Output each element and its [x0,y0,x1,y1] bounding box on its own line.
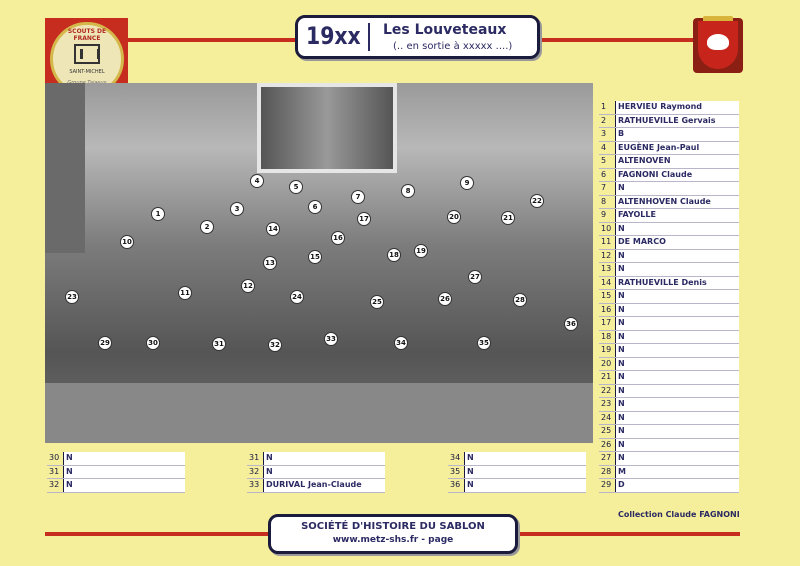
photo-number-marker: 27 [468,270,482,284]
name-row-name: RATHUEVILLE Denis [618,277,707,287]
name-row-number: 24 [599,412,616,425]
name-row-name: B [618,129,625,138]
name-row [599,331,739,345]
photo-number-marker: 4 [250,174,264,188]
name-row [599,250,739,264]
name-row-name: N [467,453,474,462]
name-row-number: 2 [599,115,616,128]
photo-number-marker: 18 [387,248,401,262]
name-row-name: N [618,399,625,408]
name-row [448,466,586,480]
name-row-name: N [618,264,625,273]
photo-number-marker: 9 [460,176,474,190]
name-row-name: N [618,331,625,341]
name-row [599,358,739,372]
name-row-number: 7 [599,182,616,195]
name-row-name: N [66,466,73,476]
name-row-number: 4 [599,142,616,155]
photo-number-marker: 29 [98,336,112,350]
name-row [47,452,185,466]
top-right-rule [540,38,693,42]
name-row [599,236,739,250]
name-row-name: M [618,466,626,476]
names-list-bottom-3 [448,452,586,493]
name-row [599,223,739,237]
name-row [599,304,739,318]
name-row-name: N [618,453,625,462]
year-label: 19xx [306,22,361,50]
photo-number-marker: 32 [268,338,282,352]
name-row-number: 22 [599,385,616,398]
photo-number-marker: 16 [331,231,345,245]
name-row-name: N [618,250,625,260]
name-row-name: FAYOLLE [618,210,656,219]
name-row [599,196,739,210]
name-row-number: 32 [247,466,264,479]
name-row-number: 3 [599,128,616,141]
name-row-number: 16 [599,304,616,317]
bottom-left-rule [45,532,268,536]
photo-number-marker: 31 [212,337,226,351]
name-row [247,479,385,493]
page-title: Les Louveteaux [383,22,507,38]
name-row-number: 15 [599,290,616,303]
photo-number-marker: 10 [120,235,134,249]
name-row-name: N [266,453,273,462]
name-row [47,466,185,480]
photo-window [257,83,397,173]
name-row [247,452,385,466]
name-row-number: 17 [599,317,616,330]
name-row-name: RATHUEVILLE Gervais [618,115,716,125]
names-list-right [599,101,739,493]
footer-website-link[interactable]: www.metz-shs.fr - page [332,535,454,545]
name-row [599,263,739,277]
name-row-number: 12 [599,250,616,263]
names-list-bottom-1 [47,452,185,493]
group-photo [45,83,593,443]
title-divider [368,23,370,51]
name-row [599,182,739,196]
photo-number-marker: 28 [513,293,527,307]
name-row [599,371,739,385]
name-row-name: N [618,385,625,395]
name-row-name: N [618,183,625,192]
name-row-name: N [467,466,474,476]
name-row-number: 23 [599,398,616,411]
name-row-number: 14 [599,277,616,290]
name-row-number: 8 [599,196,616,209]
photo-number-marker: 13 [263,256,277,270]
name-row-number: 9 [599,209,616,222]
collection-credit: Collection Claude FAGNONI [618,510,740,519]
name-row-name: N [66,453,73,462]
photo-number-marker: 20 [447,210,461,224]
photo-number-marker: 24 [290,290,304,304]
photo-number-marker: 33 [324,332,338,346]
photo-number-marker: 26 [438,292,452,306]
name-row-name: HERVIEU Raymond [618,102,703,111]
name-row-number: 27 [599,452,616,465]
name-row-name: ALTENOVEN [618,156,671,165]
name-row [599,439,739,453]
photo-number-marker: 5 [289,180,303,194]
top-left-rule [128,38,295,42]
photo-ground [45,383,593,443]
photo-number-marker: 23 [65,290,79,304]
photo-number-marker: 19 [414,244,428,258]
name-row-number: 33 [247,479,264,492]
photo-number-marker: 15 [308,250,322,264]
name-row-number: 6 [599,169,616,182]
name-row-name: DE MARCO [618,237,666,246]
name-row [599,479,739,493]
name-row [448,479,586,493]
photo-number-marker: 34 [394,336,408,350]
photo-number-marker: 21 [501,211,515,225]
name-row-number: 31 [247,452,264,465]
name-row-number: 30 [47,452,64,465]
photo-number-marker: 2 [200,220,214,234]
name-row-name: DURIVAL Jean-Claude [266,480,362,489]
photo-number-marker: 17 [357,212,371,226]
name-row-number: 18 [599,331,616,344]
name-row [599,452,739,466]
name-row [47,479,185,493]
name-row-name: FAGNONI Claude [618,169,693,179]
name-row [599,412,739,426]
name-row-number: 32 [47,479,64,492]
name-row-number: 13 [599,263,616,276]
bottom-right-rule [518,532,740,536]
name-row-name: N [618,304,625,314]
photo-number-marker: 6 [308,200,322,214]
photo-number-marker: 11 [178,286,192,300]
name-row [599,115,739,129]
photo-number-marker: 30 [146,336,160,350]
name-row-number: 11 [599,236,616,249]
name-row-number: 35 [448,466,465,479]
photo-number-marker: 25 [370,295,384,309]
name-row-number: 19 [599,344,616,357]
name-row [599,317,739,331]
name-row-name: N [618,372,625,381]
name-row [599,398,739,412]
name-row [599,128,739,142]
name-row-number: 5 [599,155,616,168]
name-row-number: 36 [448,479,465,492]
name-row-number: 20 [599,358,616,371]
title-box [295,15,540,59]
name-row-number: 28 [599,466,616,479]
name-row-number: 25 [599,425,616,438]
name-row-name: N [618,426,625,435]
name-row-number: 1 [599,101,616,114]
photo-number-marker: 3 [230,202,244,216]
photo-number-marker: 12 [241,279,255,293]
footer-box [268,514,518,554]
name-row-name: N [618,412,625,422]
name-row-name: N [618,358,625,368]
name-row [247,466,385,480]
name-row-name: N [66,480,73,489]
name-row [599,290,739,304]
name-row [448,452,586,466]
name-row-name: D [618,480,625,489]
name-row [599,466,739,480]
names-list-bottom-2 [247,452,385,493]
page-subtitle: (.. en sortie à xxxxx ....) [393,41,513,52]
photo-number-marker: 35 [477,336,491,350]
photo-number-marker: 8 [401,184,415,198]
scouts-emblem-icon [74,44,100,64]
name-row-name: N [266,466,273,476]
photo-number-marker: 36 [564,317,578,331]
name-row [599,277,739,291]
name-row-name: N [618,291,625,300]
name-row-number: 34 [448,452,465,465]
logo-top-text: SCOUTS DE FRANCE [67,28,107,42]
logo-mid-text: SAINT-MICHEL [69,69,105,75]
footer-society: SOCIÉTÉ D'HISTOIRE DU SABLON [301,521,485,532]
name-row [599,169,739,183]
photo-number-marker: 1 [151,207,165,221]
name-row-name: N [618,223,625,233]
photo-number-marker: 22 [530,194,544,208]
name-row-number: 31 [47,466,64,479]
name-row-name: ALTENHOVEN Claude [618,196,711,206]
name-row-number: 29 [599,479,616,492]
photo-number-marker: 14 [266,222,280,236]
name-row [599,155,739,169]
name-row-name: EUGÈNE Jean-Paul [618,142,700,152]
name-row-number: 10 [599,223,616,236]
name-row [599,344,739,358]
photo-tree [45,83,85,253]
name-row-name: N [618,345,625,354]
name-row [599,425,739,439]
name-row-name: N [618,439,625,449]
photo-number-marker: 7 [351,190,365,204]
name-row-name: N [618,318,625,327]
name-row-name: N [467,480,474,489]
name-row-number: 21 [599,371,616,384]
name-row-number: 26 [599,439,616,452]
crest-swan-icon [707,34,729,50]
name-row [599,142,739,156]
name-row [599,209,739,223]
name-row [599,385,739,399]
name-row [599,101,739,115]
